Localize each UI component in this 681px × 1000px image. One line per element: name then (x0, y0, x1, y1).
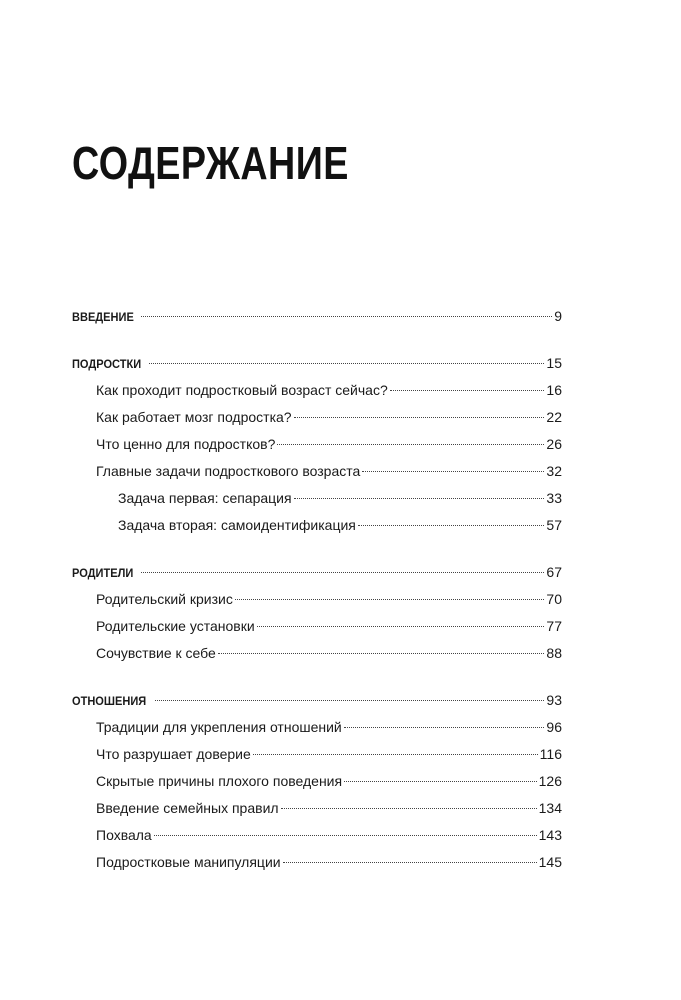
dot-leader (141, 572, 545, 573)
toc-page-number: 134 (538, 800, 562, 816)
toc-page-number: 15 (546, 355, 562, 371)
dot-leader (277, 444, 544, 445)
toc-entry-label: Подростковые манипуляции (96, 854, 281, 870)
toc-entry-label: Как проходит подростковый возраст сейчас? (96, 382, 388, 398)
toc-subentry-row[interactable] (72, 741, 562, 768)
toc-subentry-row[interactable] (72, 795, 562, 822)
toc-section-label: ВВЕДЕНИЕ (72, 310, 134, 324)
toc-subentry-row[interactable] (72, 586, 562, 613)
toc-entry-label: Сочувствие к себе (96, 645, 216, 661)
toc-page-number: 57 (546, 517, 562, 533)
toc-entry-label: Родительские установки (96, 618, 255, 634)
toc-page-number: 88 (546, 645, 562, 661)
dot-leader (344, 727, 545, 728)
toc-entry-label: Что ценно для подростков? (96, 436, 276, 452)
toc-page-number: 143 (538, 827, 562, 843)
toc-section-row[interactable] (72, 687, 562, 714)
dot-leader (344, 781, 537, 782)
dot-leader (283, 862, 537, 863)
dot-leader (294, 417, 545, 418)
toc-page-number: 77 (546, 618, 562, 634)
toc-subsubentry-row[interactable] (72, 485, 562, 512)
toc-section-label: ПОДРОСТКИ (72, 357, 142, 371)
toc-page-number: 16 (546, 382, 562, 398)
toc-entry-label: Скрытые причины плохого поведения (96, 773, 343, 789)
toc-entry-label: Как работает мозг подростка? (96, 409, 292, 425)
dot-leader (257, 626, 545, 627)
toc-subentry-row[interactable] (72, 849, 562, 876)
toc-page-number: 126 (538, 773, 562, 789)
dot-leader (390, 390, 545, 391)
dot-leader (358, 525, 545, 526)
toc-subsubentry-row[interactable] (72, 512, 562, 539)
dot-leader (235, 599, 545, 600)
toc-section-row[interactable] (72, 559, 562, 586)
toc-subentry-row[interactable] (72, 404, 562, 431)
dot-leader (154, 835, 537, 836)
toc-entry-label: Задача вторая: самоидентификация (118, 517, 356, 533)
toc-section-label: РОДИТЕЛИ (72, 566, 134, 580)
toc-page-number: 70 (546, 591, 562, 607)
toc-entry-label: Задача первая: сепарация (118, 490, 292, 506)
toc-subentry-row[interactable] (72, 822, 562, 849)
toc-subentry-row[interactable] (72, 458, 562, 485)
dot-leader (281, 808, 537, 809)
toc-subentry-row[interactable] (72, 714, 562, 741)
toc-page-number: 145 (538, 854, 562, 870)
page-title: СОДЕРЖАНИЕ (72, 137, 349, 189)
table-of-contents (72, 303, 562, 876)
toc-section-row[interactable] (72, 303, 562, 330)
dot-leader (149, 363, 544, 364)
toc-page-number: 22 (546, 409, 562, 425)
toc-page-number: 116 (539, 746, 562, 762)
dot-leader (218, 653, 545, 654)
toc-entry-label: Традиции для укрепления отношений (96, 719, 342, 735)
dot-leader (294, 498, 545, 499)
toc-section-row[interactable] (72, 350, 562, 377)
toc-page-number: 67 (546, 564, 562, 580)
toc-page-number: 9 (554, 308, 562, 324)
toc-subentry-row[interactable] (72, 431, 562, 458)
toc-subentry-row[interactable] (72, 768, 562, 795)
toc-subentry-row[interactable] (72, 377, 562, 404)
toc-page-number: 26 (546, 436, 562, 452)
toc-page-number: 32 (546, 463, 562, 479)
toc-entry-label: Похвала (96, 827, 152, 843)
dot-leader (141, 316, 552, 317)
dot-leader (155, 700, 545, 701)
toc-entry-label: Введение семейных правил (96, 800, 279, 816)
toc-section-label: ОТНОШЕНИЯ (72, 694, 147, 708)
toc-entry-label: Главные задачи подросткового возраста (96, 463, 361, 479)
toc-page-number: 96 (546, 719, 562, 735)
dot-leader (362, 471, 544, 472)
toc-entry-label: Родительский кризис (96, 591, 233, 607)
toc-subentry-row[interactable] (72, 640, 562, 667)
toc-page-number: 33 (546, 490, 562, 506)
toc-page-number: 93 (546, 692, 562, 708)
toc-subentry-row[interactable] (72, 613, 562, 640)
toc-entry-label: Что разрушает доверие (96, 746, 251, 762)
dot-leader (253, 754, 538, 755)
